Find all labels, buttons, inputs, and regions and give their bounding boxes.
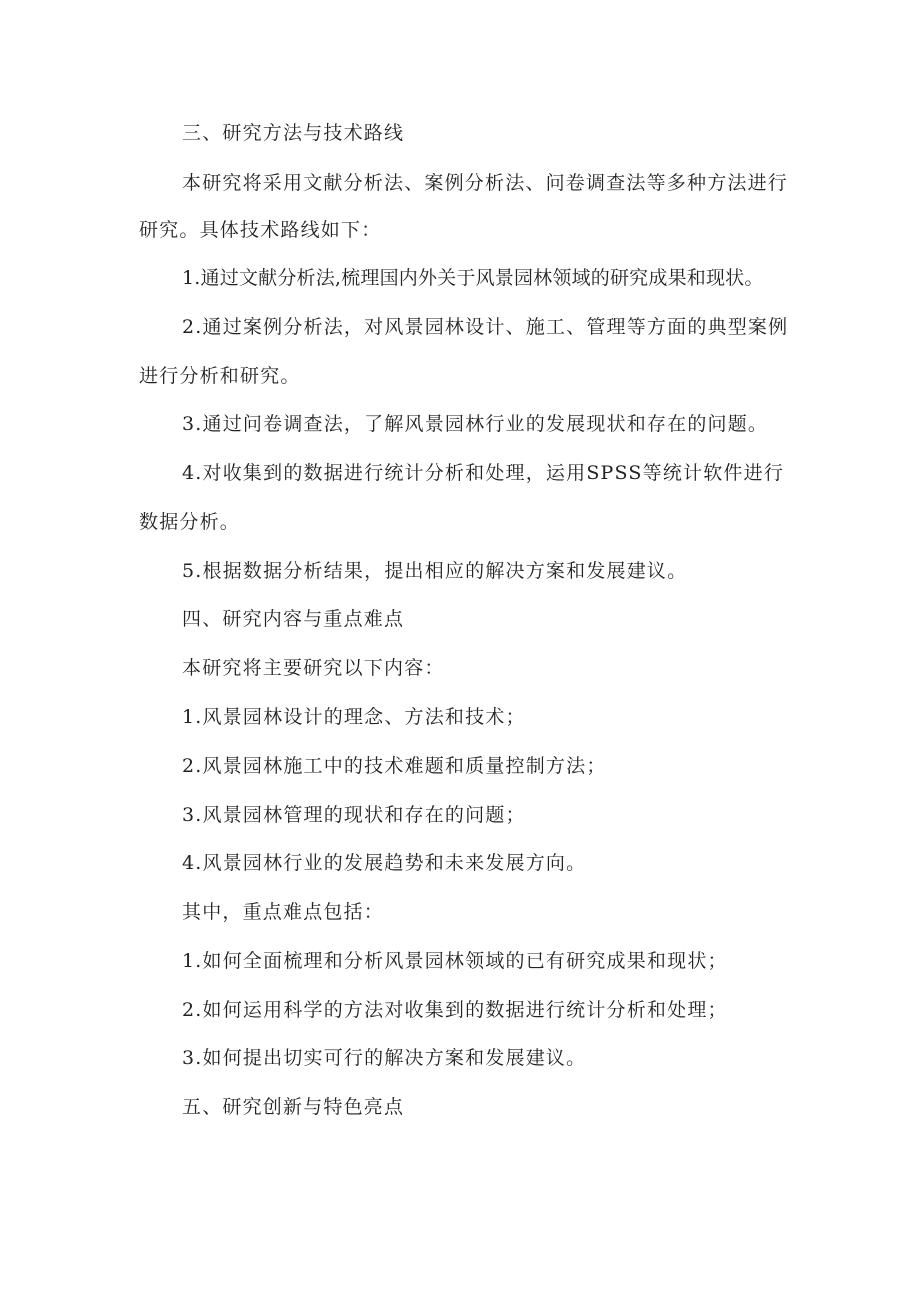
key-difficulty-3: 3.如何提出切实可行的解决方案和发展建议。 (182, 1047, 587, 1069)
section-4-intro: 本研究将主要研究以下内容： (182, 657, 445, 679)
section-4-heading: 四、研究内容与重点难点 (182, 608, 405, 630)
method-step-4-line-1: 4.对收集到的数据进行统计分析和处理，运用SPSS等统计软件进行 (182, 462, 785, 484)
content-item-3: 3.风景园林管理的现状和存在的问题； (182, 804, 526, 826)
method-step-5: 5.根据数据分析结果，提出相应的解决方案和发展建议。 (182, 560, 688, 582)
content-item-1: 1.风景园林设计的理念、方法和技术； (182, 706, 526, 728)
section-3-intro-line-2: 研究。具体技术路线如下： (139, 219, 382, 241)
method-step-3: 3.通过问卷调查法，了解风景园林行业的发展现状和存在的问题。 (182, 413, 769, 435)
key-difficulty-2: 2.如何运用科学的方法对收集到的数据进行统计分析和处理； (182, 999, 728, 1021)
method-step-2-line-1: 2.通过案例分析法，对风景园林设计、施工、管理等方面的典型案例 (182, 316, 789, 338)
method-step-4-line-2: 数据分析。 (139, 511, 241, 533)
content-item-4: 4.风景园林行业的发展趋势和未来发展方向。 (182, 852, 587, 874)
method-step-1: 1.通过文献分析法,梳理国内外关于风景园林领域的研究成果和现状。 (182, 267, 764, 289)
section-3-heading: 三、研究方法与技术路线 (182, 122, 405, 144)
content-item-2: 2.风景园林施工中的技术难题和质量控制方法； (182, 755, 607, 777)
key-difficulties-intro: 其中，重点难点包括： (182, 901, 385, 923)
key-difficulty-1: 1.如何全面梳理和分析风景园林领域的已有研究成果和现状； (182, 950, 728, 972)
method-step-2-line-2: 进行分析和研究。 (139, 365, 301, 387)
section-5-heading: 五、研究创新与特色亮点 (182, 1096, 405, 1118)
section-3-intro-line-1: 本研究将采用文献分析法、案例分析法、问卷调查法等多种方法进行 (182, 172, 789, 194)
